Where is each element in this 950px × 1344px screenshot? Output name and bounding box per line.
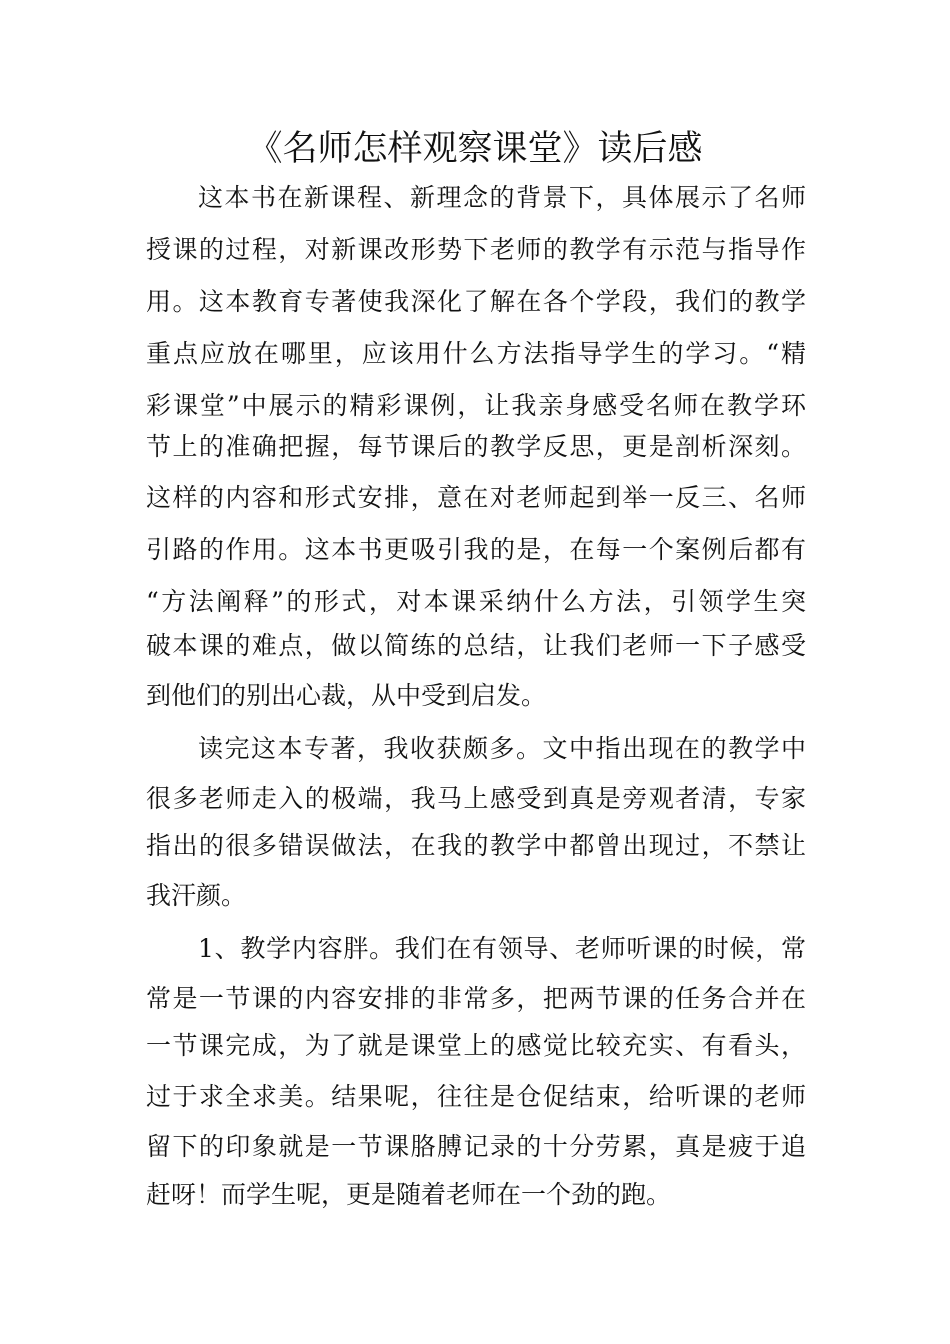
paragraph-1-line-4: 重点应放在哪里，应该用什么方法指导学生的学习。“精 (146, 339, 806, 368)
paragraph-3-line-1: 1、教学内容胖。我们在有领导、老师听课的时候，常 (198, 934, 806, 963)
paragraph-1-line-8: 引路的作用。这本书更吸引我的是，在每一个案例后都有 (146, 535, 806, 564)
paragraph-1-line-7: 这样的内容和形式安排，意在对老师起到举一反三、名师 (146, 483, 806, 512)
paragraph-2-line-2: 很多老师走入的极端，我马上感受到真是旁观者清，专家 (146, 784, 806, 813)
paragraph-3-line-2: 常是一节课的内容安排的非常多，把两节课的任务合并在 (146, 984, 806, 1013)
paragraph-1-line-5: 彩课堂”中展示的精彩课例，让我亲身感受名师在教学环 (146, 391, 806, 420)
paragraph-3-line-6: 赶呀！而学生呢，更是随着老师在一个劲的跑。 (146, 1180, 672, 1209)
paragraph-2-line-1: 读完这本专著，我收获颇多。文中指出现在的教学中 (198, 734, 806, 763)
paragraph-3-line-3: 一节课完成，为了就是课堂上的感觉比较充实、有看头， (146, 1031, 806, 1060)
paragraph-3-line-4: 过于求全求美。结果呢，往往是仓促结束，给听课的老师 (146, 1082, 806, 1111)
paragraph-3-line-5: 留下的印象就是一节课胳膊记录的十分劳累，真是疲于追 (146, 1132, 806, 1161)
paragraph-1-line-11: 到他们的别出心裁，从中受到启发。 (146, 681, 547, 710)
paragraph-1-line-10: 破本课的难点，做以简练的总结，让我们老师一下子感受 (146, 631, 806, 660)
document-title: 《名师怎样观察课堂》读后感 (247, 129, 703, 169)
paragraph-1-line-1: 这本书在新课程、新理念的背景下，具体展示了名师 (198, 183, 806, 212)
paragraph-1-line-9: “方法阐释”的形式，对本课采纳什么方法，引领学生突 (146, 587, 806, 616)
paragraph-1-line-2: 授课的过程，对新课改形势下老师的教学有示范与指导作 (146, 235, 806, 264)
paragraph-1-line-3: 用。这本教育专著使我深化了解在各个学段，我们的教学 (146, 287, 806, 316)
paragraph-2-line-3: 指出的很多错误做法，在我的教学中都曾出现过，不禁让 (146, 831, 806, 860)
paragraph-2-line-4: 我汗颜。 (146, 881, 247, 910)
paragraph-1-line-6: 节上的准确把握，每节课后的教学反思，更是剖析深刻。 (146, 432, 806, 461)
